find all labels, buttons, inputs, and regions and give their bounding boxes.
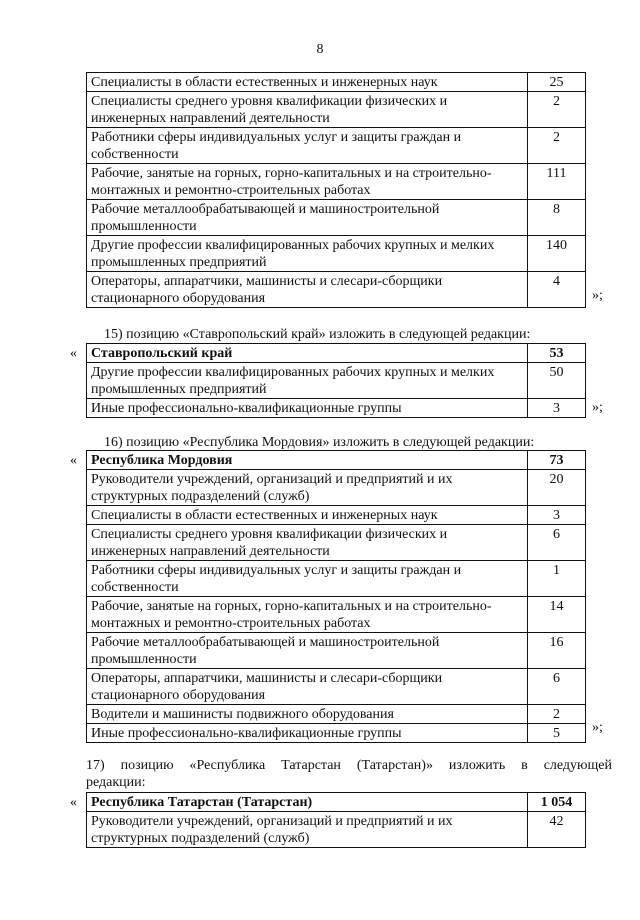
row-value: 111 xyxy=(528,164,586,200)
row-value: 25 xyxy=(528,73,586,92)
row-value: 1 xyxy=(528,561,586,597)
table-tatarstan xyxy=(86,792,585,848)
region-total: 73 xyxy=(528,451,586,470)
table-row xyxy=(87,597,586,633)
table-header-row xyxy=(87,451,586,470)
row-label: Рабочие, занятые на горных, горно-капитальных и на строительно-монтажных и ремонтно-строительных работах xyxy=(87,597,528,633)
table-row xyxy=(87,669,586,705)
row-value: 6 xyxy=(528,525,586,561)
row-value: 50 xyxy=(528,363,586,399)
row-label: Водители и машинисты подвижного оборудования xyxy=(87,705,528,724)
section-17-intro-cont: редакции: xyxy=(86,775,146,790)
table-row xyxy=(87,470,586,506)
table-row xyxy=(87,363,586,399)
table-mordovia xyxy=(86,450,585,743)
section-17-intro: 17) позицию «Республика Татарстан (Татарстан)» изложить в следующей xyxy=(86,758,612,773)
table-row xyxy=(87,705,586,724)
row-label: Специалисты среднего уровня квалификации физических и инженерных направлений деятельности xyxy=(87,92,528,128)
row-value: 14 xyxy=(528,597,586,633)
row-value: 3 xyxy=(528,399,586,418)
row-label: Рабочие металлообрабатывающей и машиностроительной промышленности xyxy=(87,633,528,669)
opening-quote: « xyxy=(70,795,77,810)
row-label: Операторы, аппаратчики, машинисты и слесари-сборщики стационарного оборудования xyxy=(87,669,528,705)
row-label: Операторы, аппаратчики, машинисты и слесари-сборщики стационарного оборудования xyxy=(87,272,528,308)
row-value: 8 xyxy=(528,200,586,236)
region-name: Ставропольский край xyxy=(87,344,528,363)
row-label: Работники сферы индивидуальных услуг и защиты граждан и собственности xyxy=(87,128,528,164)
table-row xyxy=(87,92,586,128)
section-15-intro: 15) позицию «Ставропольский край» изложить в следующей редакции: xyxy=(104,327,531,342)
table-header-row xyxy=(87,344,586,363)
row-label: Другие профессии квалифицированных рабочих крупных и мелких промышленных предприятий xyxy=(87,236,528,272)
table-row xyxy=(87,128,586,164)
row-label: Специалисты в области естественных и инженерных наук xyxy=(87,73,528,92)
page-number: 8 xyxy=(316,42,324,57)
row-value: 2 xyxy=(528,92,586,128)
table-stavropol xyxy=(86,343,585,418)
row-label: Иные профессионально-квалификационные группы xyxy=(87,724,528,743)
region-name: Республика Мордовия xyxy=(87,451,528,470)
table-row xyxy=(87,399,586,418)
row-label: Рабочие, занятые на горных, горно-капитальных и на строительно-монтажных и ремонтно-строительных работах xyxy=(87,164,528,200)
table-row xyxy=(87,724,586,743)
table-row xyxy=(87,200,586,236)
row-label: Иные профессионально-квалификационные группы xyxy=(87,399,528,418)
region-total: 1 054 xyxy=(528,793,586,812)
closing-quote: »; xyxy=(592,288,603,303)
row-value: 6 xyxy=(528,669,586,705)
table-row xyxy=(87,272,586,308)
row-value: 2 xyxy=(528,705,586,724)
row-value: 42 xyxy=(528,812,586,848)
row-label: Специалисты среднего уровня квалификации физических и инженерных направлений деятельности xyxy=(87,525,528,561)
region-total: 53 xyxy=(528,344,586,363)
table-row xyxy=(87,506,586,525)
row-value: 5 xyxy=(528,724,586,743)
table-row xyxy=(87,525,586,561)
row-value: 20 xyxy=(528,470,586,506)
row-label: Работники сферы индивидуальных услуг и защиты граждан и собственности xyxy=(87,561,528,597)
row-value: 140 xyxy=(528,236,586,272)
row-label: Рабочие металлообрабатывающей и машиностроительной промышленности xyxy=(87,200,528,236)
row-label: Руководители учреждений, организаций и предприятий и их структурных подразделений (служб) xyxy=(87,812,528,848)
table-continuation xyxy=(86,72,585,308)
row-label: Руководители учреждений, организаций и предприятий и их структурных подразделений (служб) xyxy=(87,470,528,506)
row-value: 3 xyxy=(528,506,586,525)
row-label: Специалисты в области естественных и инженерных наук xyxy=(87,506,528,525)
opening-quote: « xyxy=(70,453,77,468)
table-header-row xyxy=(87,793,586,812)
row-label: Другие профессии квалифицированных рабочих крупных и мелких промышленных предприятий xyxy=(87,363,528,399)
row-value: 16 xyxy=(528,633,586,669)
region-name: Республика Татарстан (Татарстан) xyxy=(87,793,528,812)
table-row xyxy=(87,236,586,272)
row-value: 4 xyxy=(528,272,586,308)
section-16-intro: 16) позицию «Республика Мордовия» изложить в следующей редакции: xyxy=(104,435,535,450)
opening-quote: « xyxy=(70,346,77,361)
closing-quote: »; xyxy=(592,400,603,415)
table-row xyxy=(87,164,586,200)
table-row xyxy=(87,73,586,92)
table-row xyxy=(87,812,586,848)
table-row xyxy=(87,633,586,669)
row-value: 2 xyxy=(528,128,586,164)
closing-quote: »; xyxy=(592,720,603,735)
table-row xyxy=(87,561,586,597)
